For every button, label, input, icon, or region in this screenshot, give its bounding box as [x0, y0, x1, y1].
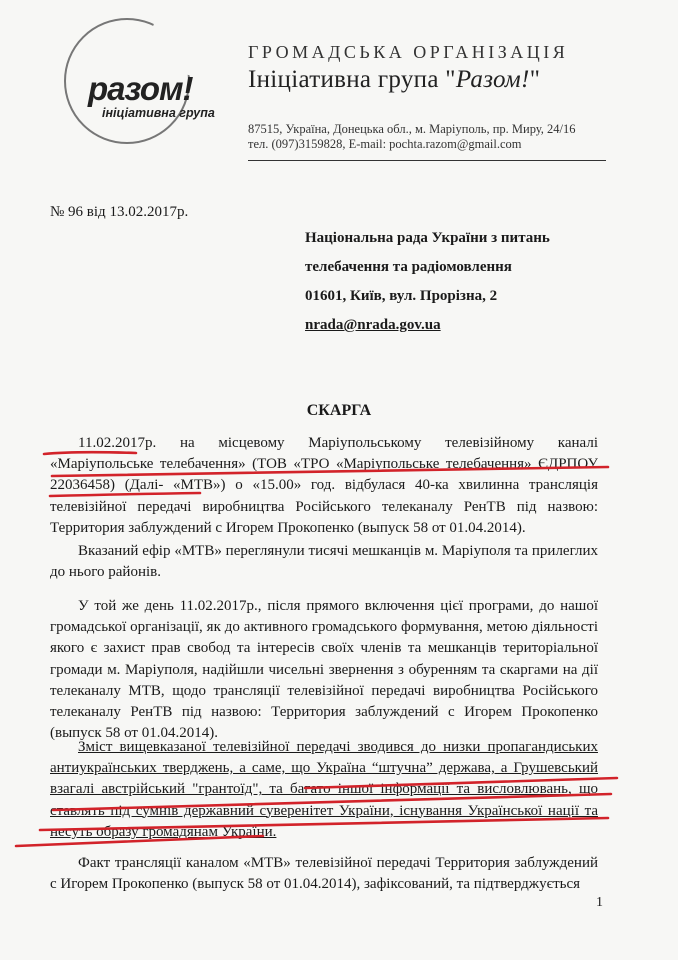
- org-contacts: тел. (097)3159828, E-mail: pochta.razom@gmail.com: [248, 137, 522, 151]
- recipient-address: 01601, Київ, вул. Прорізна, 2: [305, 288, 498, 304]
- document-title: СКАРГА: [306, 402, 372, 419]
- document-number: № 96 від 13.02.2017р.: [50, 204, 189, 220]
- marker-underline-date: [44, 452, 136, 454]
- page-number: 1: [596, 895, 603, 910]
- paragraph-3: У той же день 11.02.2017р., після прямого включення цієї програми, до нашої громадської організації, як до активного громадського формування, метою діяльності якого є захист прав свобод та інтересів своїх членів та мешканців територіальної громади м. Маріуполя, надійшли чисельні звернення з обуренням та скаргами на дії телеканалу МТВ, щодо трансляції телевізійної передачі виробництва Російського телеканалу РенТВ під назвою: Территория заблуждений с Игорем Прокопенко (выпуск 58 от 01.04.2014).: [50, 598, 598, 742]
- marker-underline-claim-3: [40, 818, 608, 830]
- logo-word: разом!: [88, 70, 193, 107]
- paragraph-1: 11.02.2017р. на місцевому Маріупольському телевізійному каналі «Маріупольське телебачення» (ТОВ «ТРО «Маріупольське телебачення» ЄДРПОУ 22036458) (Далі- «МТВ») о «15.00» год. відбулася 40-ка хвилинна трансляція телевізійної передачі виробництва Російського телеканалу РенТВ під назвою: Территория заблуждений с Игорем Прокопенко (выпуск 58 от 01.04.2014).: [50, 435, 598, 536]
- paragraph-4: Зміст вищевказаної телевізійної передачі зводився до низки пропагандиських антиукраїнських тверджень, а саме, що Україна “штучна” держава, а Грушевський взагалі австрійський "грантоїд", та багато іншої інформації та висловлювань, що ставлять під сумнів державний суверенітет України, існування Української нації та несуть образу громадянам України.: [50, 739, 598, 840]
- marker-underline-claim-2: [53, 794, 611, 810]
- marker-underline-claim-1: [305, 778, 617, 788]
- logo-subtitle: ініціативна група: [102, 106, 215, 120]
- marker-underline-claim-4: [16, 836, 263, 846]
- org-type: ГРОМАДСЬКА ОРГАНІЗАЦІЯ: [248, 42, 569, 62]
- marker-underline-code: [50, 493, 200, 496]
- org-name: Ініціативна група "Разом!": [248, 66, 541, 93]
- recipient-email: nrada@nrada.gov.ua: [305, 317, 441, 333]
- marker-underline-channel: [52, 467, 608, 476]
- org-address: 87515, Україна, Донецька обл., м. Маріуполь, пр. Миру, 24/16: [248, 122, 576, 136]
- paragraph-5: Факт трансляції каналом «МТВ» телевізійної передачі Территория заблуждений с Игорем Прокопенко (выпуск 58 от 01.04.2014), зафіксований, та підтверджується: [50, 855, 598, 893]
- recipient-line-1: Національна рада України з питань: [305, 230, 550, 246]
- paragraph-2: Вказаний ефір «МТВ» переглянули тисячі мешканців м. Маріуполя та прилеглих до нього районів.: [50, 543, 598, 581]
- recipient-line-2: телебачення та радіомовлення: [305, 259, 512, 275]
